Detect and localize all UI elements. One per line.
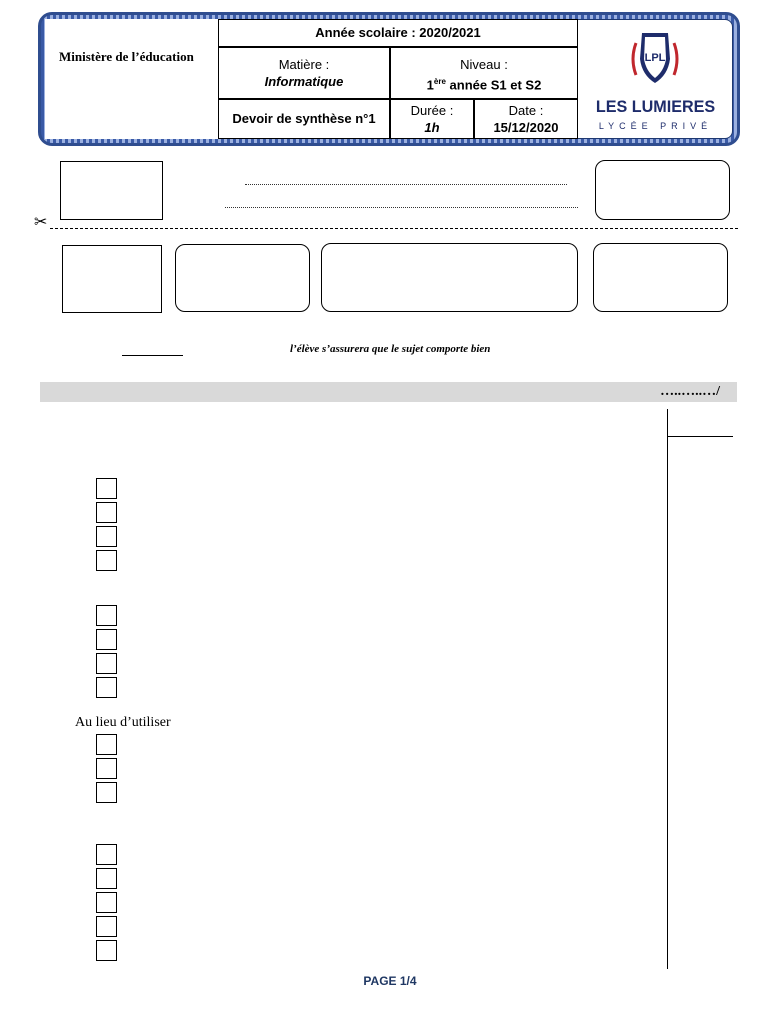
question-text: Au lieu d’utiliser bbox=[75, 715, 171, 730]
checkbox-q1-c[interactable] bbox=[96, 526, 117, 547]
checkbox-q2-c[interactable] bbox=[96, 653, 117, 674]
checkbox-q1-d[interactable] bbox=[96, 550, 117, 571]
svg-text:LPL: LPL bbox=[644, 52, 666, 64]
exam-title-cell bbox=[218, 99, 390, 139]
checkbox-q4-e[interactable] bbox=[96, 940, 117, 961]
section-score: …..…..…/ bbox=[660, 384, 720, 399]
school-subtitle: LYCÉE PRIVÉ bbox=[598, 121, 713, 131]
duration-value: 1h bbox=[424, 120, 440, 135]
margin-score-line bbox=[667, 436, 733, 437]
id-box-top-right bbox=[595, 160, 730, 220]
bottom-box-3 bbox=[593, 243, 728, 312]
section-bar bbox=[40, 382, 737, 402]
checkbox-q1-b[interactable] bbox=[96, 502, 117, 523]
instruction-text: l’élève s’assurera que le sujet comporte bien bbox=[290, 343, 491, 355]
school-year-cell bbox=[218, 19, 578, 47]
exam-title: Devoir de synthèse n°1 bbox=[232, 111, 376, 126]
level-label: Niveau : bbox=[460, 57, 508, 72]
level-cell bbox=[390, 47, 578, 99]
checkbox-q3-a[interactable] bbox=[96, 734, 117, 755]
margin-line bbox=[667, 409, 668, 969]
checkbox-q2-d[interactable] bbox=[96, 677, 117, 698]
date-value: 15/12/2020 bbox=[493, 120, 559, 135]
page-number: PAGE 1/4 bbox=[363, 974, 417, 988]
subject-cell bbox=[218, 47, 390, 99]
subject-label: Matière : bbox=[278, 57, 330, 72]
school-logo bbox=[578, 19, 733, 139]
ministry-label: Ministère de l’éducation bbox=[59, 49, 194, 64]
note-underline bbox=[122, 355, 183, 356]
ministry-cell bbox=[45, 19, 219, 139]
checkbox-q2-a[interactable] bbox=[96, 605, 117, 626]
checkbox-q1-a[interactable] bbox=[96, 478, 117, 499]
duration-cell bbox=[390, 99, 474, 139]
checkbox-q4-a[interactable] bbox=[96, 844, 117, 865]
duration-label: Durée : bbox=[410, 103, 454, 118]
checkbox-q3-c[interactable] bbox=[96, 782, 117, 803]
subject-value: Informatique bbox=[264, 74, 344, 89]
bottom-box-1 bbox=[175, 244, 310, 312]
scissors-icon: ✂ bbox=[34, 212, 48, 231]
bottom-box-2 bbox=[321, 243, 578, 312]
checkbox-q4-b[interactable] bbox=[96, 868, 117, 889]
school-name: LES LUMIERES bbox=[595, 97, 716, 116]
checkbox-q4-c[interactable] bbox=[96, 892, 117, 913]
cut-line bbox=[50, 228, 738, 229]
class-dots-line[interactable] bbox=[225, 207, 578, 208]
checkbox-q2-b[interactable] bbox=[96, 629, 117, 650]
date-cell bbox=[474, 99, 578, 139]
checkbox-q4-d[interactable] bbox=[96, 916, 117, 937]
date-label: Date : bbox=[508, 103, 544, 118]
grade-box bbox=[62, 245, 162, 313]
school-year: Année scolaire : 2020/2021 bbox=[315, 25, 481, 40]
shield-icon bbox=[628, 29, 682, 89]
id-box-top-left bbox=[60, 161, 163, 220]
name-dots-line[interactable] bbox=[245, 184, 567, 185]
level-value: 1ère année S1 et S2 bbox=[426, 77, 542, 93]
checkbox-q3-b[interactable] bbox=[96, 758, 117, 779]
